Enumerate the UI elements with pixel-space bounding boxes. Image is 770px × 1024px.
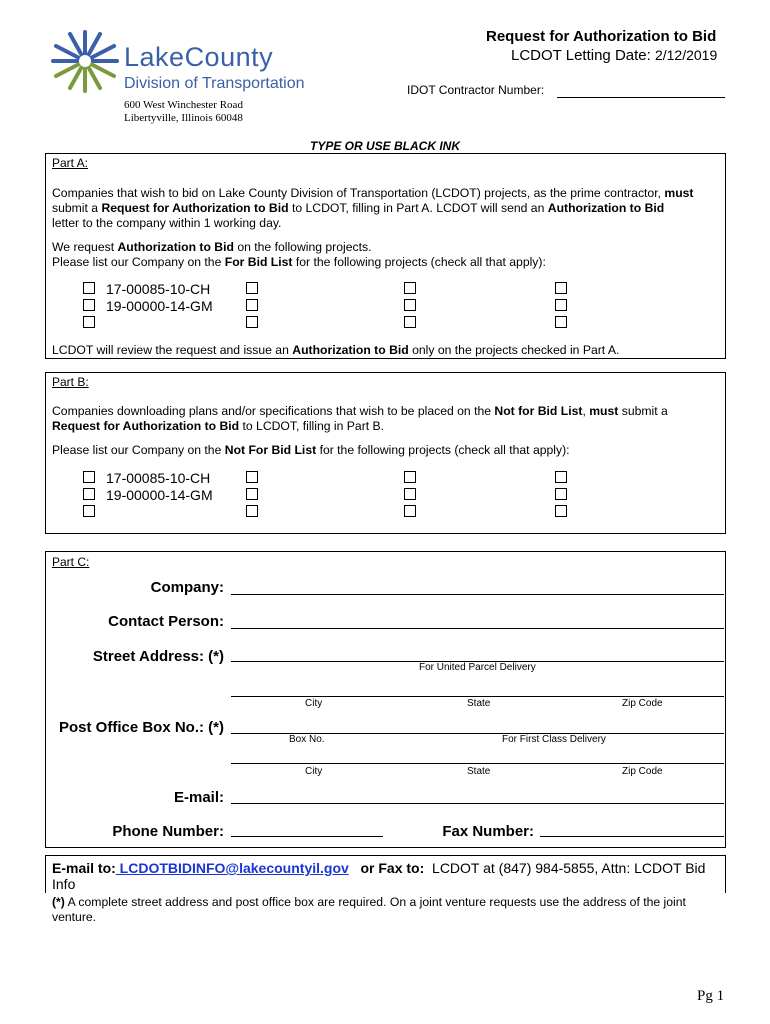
letting-label: LCDOT Letting Date:: [511, 47, 651, 64]
part-b-intro-bold: Not for Bid List: [494, 404, 583, 418]
part-a-list-1: Please list our Company on the: [52, 255, 222, 269]
part-a-checkbox[interactable]: [404, 316, 416, 328]
part-a-req-1: We request: [52, 240, 115, 254]
fax-text-2: Info: [52, 876, 76, 892]
part-a-checkbox[interactable]: [404, 282, 416, 294]
email-label: E-mail:: [173, 789, 224, 806]
part-a-intro-bold2: Authorization to Bid: [547, 201, 665, 215]
part-c-title: Part C:: [52, 555, 90, 569]
address-note: [52, 895, 724, 925]
part-a-checkbox[interactable]: [246, 316, 258, 328]
part-b-checkbox[interactable]: [83, 488, 95, 500]
part-b-checkbox[interactable]: [246, 471, 258, 483]
part-b-intro-2: submit a: [621, 404, 668, 418]
company-field[interactable]: [231, 582, 724, 595]
part-b-checkbox[interactable]: [555, 505, 567, 517]
part-a-checkbox[interactable]: [83, 299, 95, 311]
email-field[interactable]: [231, 791, 724, 804]
note-text-2: venture.: [52, 910, 97, 924]
part-a-checkbox[interactable]: [555, 282, 567, 294]
address-line-1: 600 West Winchester Road: [124, 99, 243, 111]
po-box-field[interactable]: [231, 722, 724, 734]
first-class-caption: For First Class Delivery: [502, 734, 606, 745]
box-no-caption: Box No.: [289, 734, 325, 745]
note-text-1: A complete street address and post office box are required. On a joint venture requests use the address of the joint: [64, 895, 686, 909]
lake-county-logo-icon: [50, 28, 120, 94]
letting-date-row: [511, 47, 717, 64]
part-b-project: 17-00085-10-CH: [106, 470, 211, 486]
part-a-project: 19-00000-14-GM: [106, 298, 213, 314]
po-box-label: Post Office Box No.: (*): [58, 719, 224, 736]
part-a-req-bold: Authorization to Bid: [117, 240, 234, 254]
street-city-state-zip-field[interactable]: [231, 686, 724, 697]
part-b-checkbox[interactable]: [555, 471, 567, 483]
part-a-list-2: for the following projects (check all that apply):: [295, 255, 546, 269]
part-b-checkbox[interactable]: [246, 488, 258, 500]
part-b-intro-3: to LCDOT, filling in Part B.: [242, 419, 385, 433]
po-state-caption: State: [467, 766, 491, 777]
part-a-list-bold: For Bid List: [224, 255, 293, 269]
street-city-caption: City: [305, 698, 323, 709]
part-b-list: [52, 443, 722, 458]
part-a-req-2: on the following projects.: [237, 240, 372, 254]
part-b-checkbox[interactable]: [404, 471, 416, 483]
fax-field[interactable]: [540, 824, 724, 837]
form-title: Request for Authorization to Bid: [486, 28, 717, 45]
part-a-intro-2: submit a: [52, 201, 99, 215]
fax-to-label: or Fax to:: [360, 860, 425, 876]
po-city-state-zip-field[interactable]: [231, 752, 724, 764]
part-a-intro-must: must: [664, 186, 694, 200]
letting-date: 2/12/2019: [654, 47, 718, 63]
logo-brand-county: County: [184, 42, 274, 72]
part-b-list-bold: Not For Bid List: [224, 443, 317, 457]
part-a-intro-1: Companies that wish to bid on Lake County Division of Transportation (LCDOT) projects, as the prime contractor,: [52, 186, 661, 200]
part-a-request: [52, 240, 722, 270]
po-city-caption: City: [305, 766, 323, 777]
part-b-title: Part B:: [52, 375, 89, 389]
part-b-checkbox[interactable]: [83, 505, 95, 517]
part-a-footer-2: only on the projects checked in Part A.: [412, 343, 620, 357]
part-b-intro-must: must: [589, 404, 619, 418]
part-a-intro-bold: Request for Authorization to Bid: [101, 201, 289, 215]
email-link[interactable]: LCDOTBIDINFO@lakecountyil.gov: [115, 860, 349, 876]
part-b-checkbox[interactable]: [404, 488, 416, 500]
part-a-footer: [52, 343, 722, 358]
part-a-intro: [52, 186, 722, 231]
part-b-list-1: Please list our Company on the: [52, 443, 222, 457]
street-address-field[interactable]: [231, 650, 724, 662]
logo-brand-lake: Lake: [124, 42, 185, 72]
page-number: Pg 1: [697, 988, 725, 1004]
contact-person-label: Contact Person:: [108, 613, 224, 630]
fax-text: LCDOT at (847) 984-5855, Attn: LCDOT Bid: [432, 860, 706, 876]
logo-brand: [124, 42, 273, 73]
street-zip-caption: Zip Code: [622, 698, 663, 709]
submit-instructions: [52, 860, 722, 892]
part-a-intro-3: to LCDOT, filling in Part A. LCDOT will send an: [291, 201, 545, 215]
part-b-checkbox[interactable]: [83, 471, 95, 483]
contractor-number-field[interactable]: [557, 84, 725, 98]
contractor-label: IDOT Contractor Number:: [407, 83, 545, 97]
part-a-footer-1: LCDOT will review the request and issue an: [52, 343, 289, 357]
ups-caption: For United Parcel Delivery: [419, 662, 536, 673]
part-b-checkbox[interactable]: [246, 505, 258, 517]
part-a-checkbox[interactable]: [555, 316, 567, 328]
logo-division: Division of Transportation: [124, 75, 305, 92]
part-a-checkbox[interactable]: [83, 316, 95, 328]
part-a-checkbox[interactable]: [246, 282, 258, 294]
part-a-checkbox[interactable]: [83, 282, 95, 294]
part-a-checkbox[interactable]: [404, 299, 416, 311]
part-b-list-2: for the following projects (check all that apply):: [319, 443, 570, 457]
part-a-project: 17-00085-10-CH: [106, 281, 211, 297]
part-b-checkbox[interactable]: [555, 488, 567, 500]
company-label: Company:: [150, 579, 224, 596]
contact-person-field[interactable]: [231, 616, 724, 629]
part-b-checkbox[interactable]: [404, 505, 416, 517]
part-a-checkbox[interactable]: [555, 299, 567, 311]
po-zip-caption: Zip Code: [622, 766, 663, 777]
phone-label: Phone Number:: [112, 823, 224, 840]
part-b-intro-bold2: Request for Authorization to Bid: [52, 419, 240, 433]
fax-label: Fax Number:: [442, 823, 534, 840]
street-address-label: Street Address: (*): [92, 648, 224, 665]
part-b-intro-1: Companies downloading plans and/or specifications that wish to be placed on the: [52, 404, 492, 418]
street-state-caption: State: [467, 698, 491, 709]
note-star: (*): [52, 895, 65, 909]
email-to-label: E-mail to:: [52, 860, 116, 876]
part-a-footer-bold: Authorization to Bid: [292, 343, 409, 357]
ink-notice: TYPE OR USE BLACK INK: [309, 139, 460, 153]
part-b-intro: Companies downloading plans and/or specifications that wish to be placed on the Not for Bid List, must submit a Request for Authorization to Bid to LCDOT, filling in Part B.: [52, 404, 668, 433]
part-a-intro-4: letter to the company within 1 working day.: [52, 216, 282, 230]
phone-field[interactable]: [231, 824, 383, 837]
address-line-2: Libertyville, Illinois 60048: [124, 112, 243, 124]
part-b-project: 19-00000-14-GM: [106, 487, 213, 503]
part-a-checkbox[interactable]: [246, 299, 258, 311]
part-a-title: Part A:: [52, 156, 89, 170]
